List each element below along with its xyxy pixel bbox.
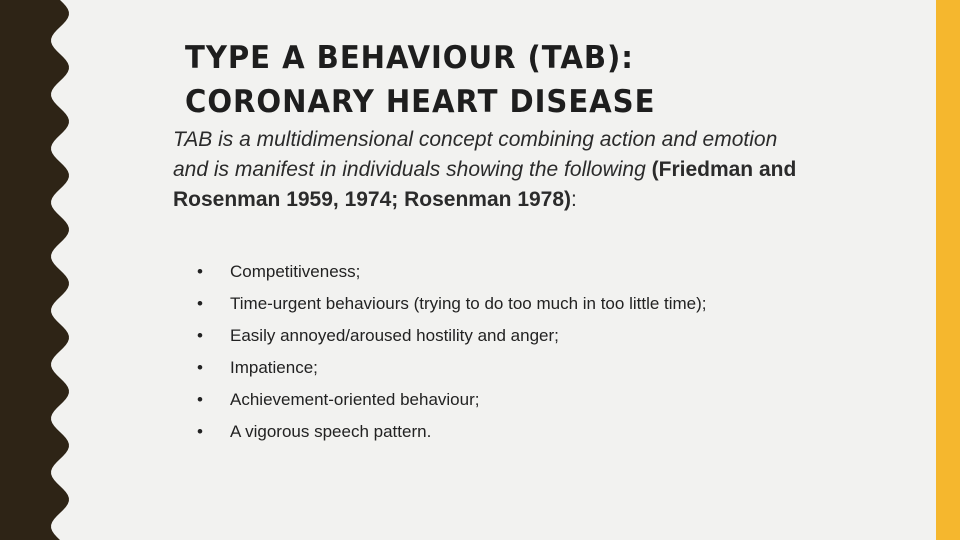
bullet-text: Competitiveness; xyxy=(230,262,361,281)
bullet-icon: • xyxy=(197,294,203,313)
bullet-text: Time-urgent behaviours (trying to do too much in too little time); xyxy=(230,294,707,313)
left-decorative-band xyxy=(0,0,80,540)
bullet-list xyxy=(197,256,707,448)
intro-text: TAB is a multidimensional concept combining action and emotion and is manifest in individuals showing the following xyxy=(173,128,778,181)
bullet-icon: • xyxy=(197,262,203,281)
right-accent-bar xyxy=(936,0,960,540)
bullet-item xyxy=(197,352,707,384)
intro-citation: (Friedman and Rosenman 1959, 1974; Rosenman 1978) xyxy=(173,158,797,211)
bullet-icon: • xyxy=(197,358,203,377)
bullet-icon: • xyxy=(197,390,203,409)
bullet-text: Easily annoyed/aroused hostility and anger; xyxy=(230,326,559,345)
bullet-item xyxy=(197,256,707,288)
bullet-item xyxy=(197,320,707,352)
bullet-item xyxy=(197,416,707,448)
bullet-icon: • xyxy=(197,422,203,441)
intro-colon: : xyxy=(571,188,577,211)
bullet-text: A vigorous speech pattern. xyxy=(230,422,432,441)
wavy-band-shape xyxy=(0,0,69,540)
bullet-item xyxy=(197,288,707,320)
bullet-item xyxy=(197,384,707,416)
bullet-text: Achievement-oriented behaviour; xyxy=(230,390,480,409)
bullet-icon: • xyxy=(197,326,203,345)
bullet-text: Impatience; xyxy=(230,358,318,377)
slide-title: TYPE A BEHAVIOUR (TAB): CORONARY HEART DISEASE xyxy=(185,40,656,120)
intro-paragraph xyxy=(173,125,813,215)
